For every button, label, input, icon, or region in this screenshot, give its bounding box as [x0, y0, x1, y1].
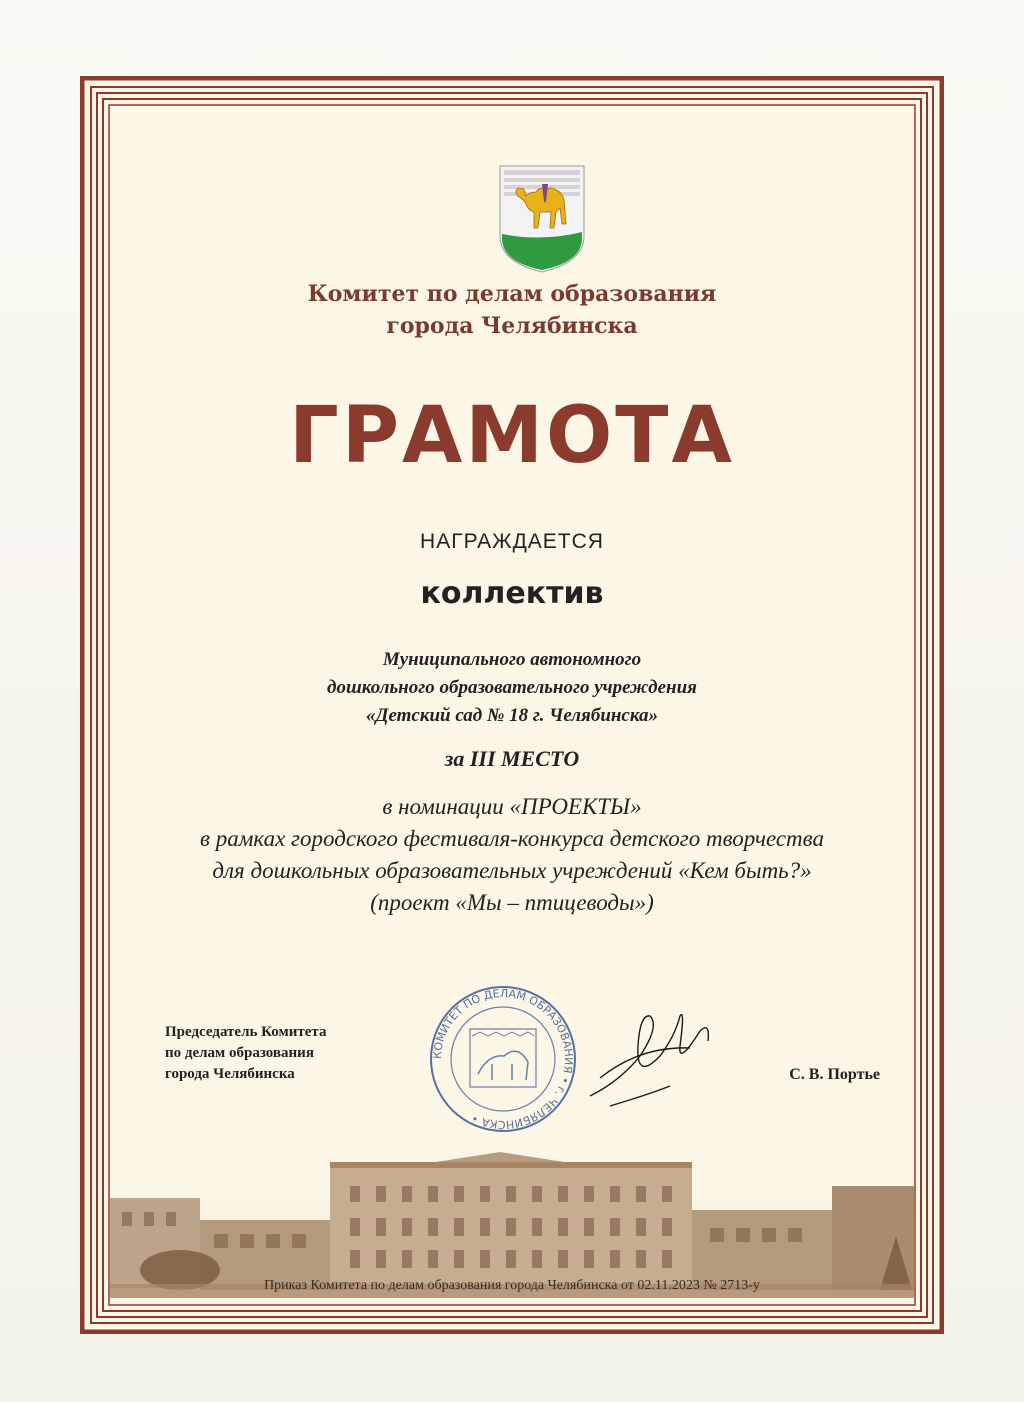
place-label: за III МЕСТО	[444, 746, 580, 771]
certificate-frame	[80, 76, 944, 1334]
handwritten-signature	[580, 986, 730, 1126]
institution-line: «Детский сад № 18 г. Челябинска»	[365, 705, 659, 726]
school-building-image	[110, 1146, 914, 1298]
chair-line: по делам образования	[165, 1045, 314, 1061]
nomination-line: в рамках городского фестиваля-конкурса детского творчества	[199, 826, 824, 851]
seal-text: КОМИТЕТ ПО ДЕЛАМ ОБРАЗОВАНИЯ • г. ЧЕЛЯБИНСКА •	[430, 986, 576, 1132]
order-reference: Приказ Комитета по делам образования города Челябинска от 02.11.2023 № 2713-у	[264, 1278, 760, 1293]
official-seal	[408, 984, 598, 1134]
nomination-line: в номинации «ПРОЕКТЫ»	[382, 794, 642, 819]
camel-coat-of-arms-icon	[496, 162, 588, 274]
certificate-content	[110, 106, 914, 1304]
committee-line: Комитет по делам образования	[307, 281, 717, 307]
chair-title	[165, 1022, 425, 1085]
institution-line: дошкольного образовательного учреждения	[327, 677, 697, 698]
institution-name	[110, 646, 914, 730]
chair-line: города Челябинска	[165, 1066, 295, 1082]
recipient-label: коллектив	[420, 576, 604, 611]
certificate-title: ГРАМОТА	[289, 391, 735, 481]
nomination-text	[110, 791, 914, 919]
nomination-line: (проект «Мы – птицеводы»)	[370, 890, 654, 915]
committee-line: города Челябинска	[386, 313, 638, 339]
awarded-label: НАГРАЖДАЕТСЯ	[420, 530, 604, 553]
committee-name	[110, 278, 914, 342]
signer-name: С. В. Портье	[789, 1066, 880, 1083]
chair-line: Председатель Комитета	[165, 1024, 327, 1040]
nomination-line: для дошкольных образовательных учреждений «Кем быть?»	[212, 858, 812, 883]
institution-line: Муниципального автономного	[382, 649, 642, 670]
